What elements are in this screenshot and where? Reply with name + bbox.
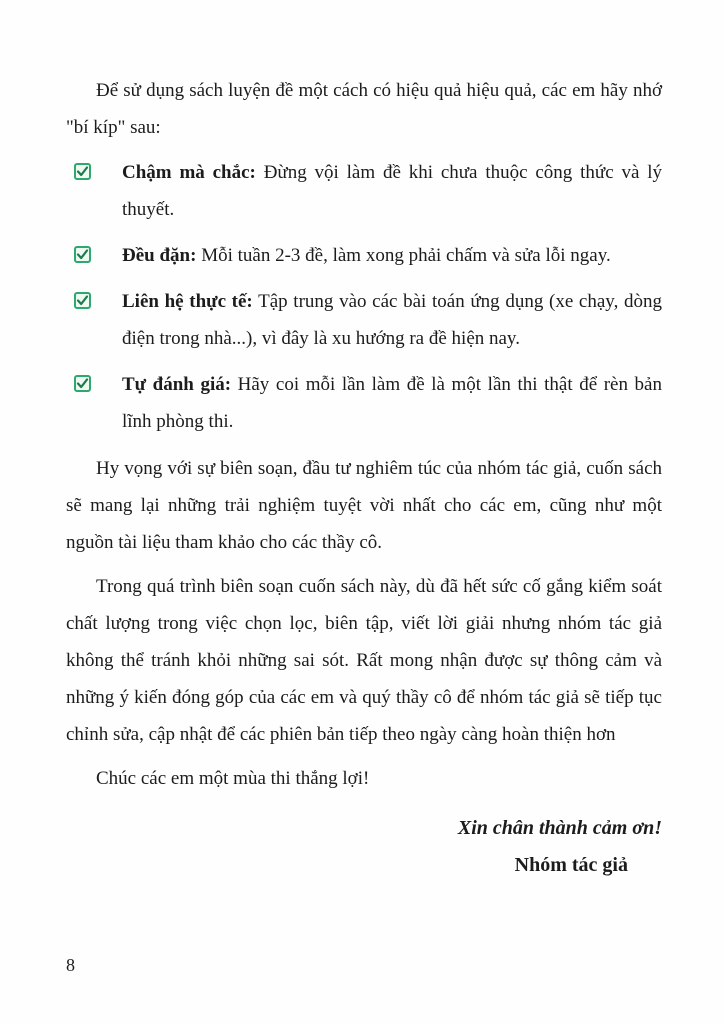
tip-text: Tập trung vào các bài toán ứng dụng (xe chạy, dòng điện trong nhà...), vì đây là xu hướng ra đề hiện nay. xyxy=(122,291,662,349)
tip-label: Chậm mà chắc: xyxy=(122,162,256,183)
apology-paragraph: Trong quá trình biên soạn cuốn sách này, dù đã hết sức cố gắng kiểm soát chất lượng trong việc chọn lọc, biên tập, viết lời giải nhưng nhóm tác giả không thể tránh khỏi những sai sót. Rất mong nhận được sự thông cảm và những ý kiến đóng góp của các em và quý thầy cô để nhóm tác giả sẽ tiếp tục chỉnh sửa, cập nhật để các phiên bản tiếp theo ngày càng hoàn thiện hơn xyxy=(66,576,662,745)
list-item xyxy=(98,283,662,357)
tip-text: Đừng vội làm đề khi chưa thuộc công thức và lý thuyết. xyxy=(122,162,662,220)
tip-text: Mỗi tuần 2-3 đề, làm xong phải chấm và sửa lỗi ngay. xyxy=(196,245,611,266)
intro-paragraph: Để sử dụng sách luyện đề một cách có hiệu quả hiệu quả, các em hãy nhớ "bí kíp" sau: xyxy=(66,80,662,138)
page-number: 8 xyxy=(66,955,75,975)
list-item xyxy=(98,237,662,274)
checked-checkbox-icon xyxy=(98,368,115,385)
checked-checkbox-icon xyxy=(98,156,115,173)
closing-signature: Nhóm tác giả xyxy=(514,854,628,876)
tip-label: Liên hệ thực tế: xyxy=(122,291,253,312)
wish-paragraph: Chúc các em một mùa thi thắng lợi! xyxy=(96,768,370,789)
list-item xyxy=(98,366,662,440)
list-item xyxy=(98,154,662,228)
tip-label: Tự đánh giá: xyxy=(122,374,232,395)
checked-checkbox-icon xyxy=(98,239,115,256)
tip-label: Đều đặn: xyxy=(122,245,197,266)
closing-thanks: Xin chân thành cảm ơn! xyxy=(457,817,662,839)
tips-list xyxy=(66,154,662,440)
page-content xyxy=(66,72,662,884)
tip-text: Hãy coi mỗi lần làm đề là một lần thi thật để rèn bản lĩnh phòng thi. xyxy=(122,374,662,432)
checked-checkbox-icon xyxy=(98,285,115,302)
hope-paragraph: Hy vọng với sự biên soạn, đầu tư nghiêm túc của nhóm tác giả, cuốn sách sẽ mang lại những trải nghiệm tuyệt vời nhất cho các em, cũng như một nguồn tài liệu tham khảo cho các thầy cô. xyxy=(66,458,662,553)
